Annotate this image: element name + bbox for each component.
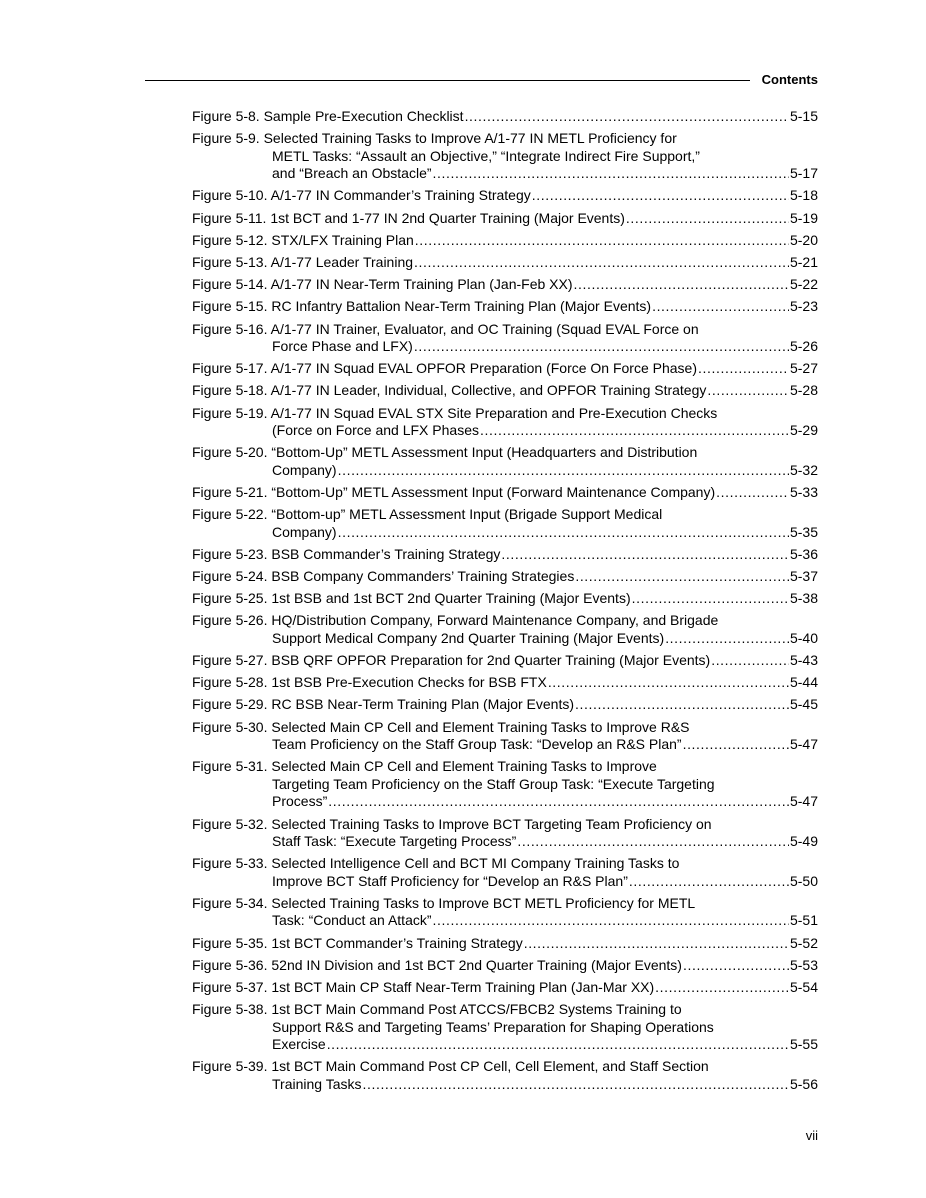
toc-entry-line — [192, 546, 818, 564]
dot-leader — [415, 232, 789, 250]
toc-entry-line — [192, 148, 818, 166]
dot-leader — [683, 736, 789, 754]
toc-page-number: 5-47 — [789, 736, 818, 753]
toc-entry-text: Team Proficiency on the Staff Group Task: “Develop an R&S Plan” — [272, 736, 682, 753]
toc-page-number: 5-28 — [789, 382, 818, 399]
dot-leader — [652, 298, 789, 316]
dot-leader — [632, 590, 789, 608]
toc-page-number: 5-21 — [789, 253, 818, 270]
toc-entry-text: Figure 5-30. Selected Main CP Cell and Element Training Tasks to Improve R&S — [192, 718, 690, 735]
toc-page-number: 5-38 — [789, 590, 818, 607]
toc-entry-line — [192, 1019, 818, 1037]
dot-leader — [629, 873, 789, 891]
toc-page-number: 5-45 — [789, 696, 818, 713]
toc-entry[interactable] — [192, 612, 818, 647]
toc-entry[interactable] — [192, 696, 818, 714]
toc-page-number: 5-18 — [789, 187, 818, 204]
toc-entry[interactable] — [192, 895, 818, 930]
toc-entry-line — [192, 855, 818, 873]
toc-entry-text: and “Breach an Obstacle” — [272, 165, 432, 182]
toc-entry-line — [192, 506, 818, 524]
toc-entry-text: Support Medical Company 2nd Quarter Training (Major Events) — [272, 629, 665, 646]
toc-entry-line — [192, 187, 818, 205]
toc-entry-text: Figure 5-38. 1st BCT Main Command Post ATCCS/FBCB2 Systems Training to — [192, 1001, 682, 1018]
toc-entry[interactable] — [192, 298, 818, 316]
toc-entry-line — [192, 130, 818, 148]
dot-leader — [524, 935, 789, 953]
toc-entry-text: Figure 5-24. BSB Company Commanders’ Training Strategies — [192, 568, 575, 584]
toc-page-number: 5-55 — [789, 1036, 818, 1053]
toc-entry-text: Figure 5-22. “Bottom-up” METL Assessment Input (Brigade Support Medical — [192, 506, 663, 523]
toc-entry-text: Process” — [272, 793, 328, 810]
dot-leader — [328, 793, 789, 811]
toc-entry[interactable] — [192, 254, 818, 272]
toc-entry-text: Figure 5-17. A/1-77 IN Squad EVAL OPFOR Preparation (Force On Force Phase) — [192, 360, 698, 377]
toc-page-number: 5-56 — [789, 1075, 818, 1092]
toc-entry-line — [192, 405, 818, 423]
toc-entry-line — [192, 895, 818, 913]
toc-entry-text: Figure 5-29. RC BSB Near-Term Training Plan (Major Events) — [192, 696, 575, 713]
toc-entry-line — [192, 696, 818, 714]
toc-entry-line — [192, 568, 818, 586]
toc-entry[interactable] — [192, 568, 818, 586]
toc-entry[interactable] — [192, 506, 818, 541]
toc-entry-text: Company) — [272, 523, 337, 540]
toc-entry-line — [192, 165, 818, 183]
dot-leader — [338, 462, 789, 480]
toc-entry-text: Figure 5-37. 1st BCT Main CP Staff Near-Term Training Plan (Jan-Mar XX) — [192, 978, 655, 995]
toc-entry-line — [192, 957, 818, 975]
dot-leader — [574, 276, 789, 294]
toc-entry-line — [192, 776, 818, 794]
dot-leader — [683, 957, 789, 975]
toc-entry-line — [192, 1001, 818, 1019]
toc-entry-line — [192, 912, 818, 930]
toc-entry[interactable] — [192, 210, 818, 228]
toc-entry-text: (Force on Force and LFX Phases — [272, 422, 479, 439]
toc-entry[interactable] — [192, 816, 818, 851]
toc-entry-text: Targeting Team Proficiency on the Staff Group Task: “Execute Targeting — [272, 775, 715, 792]
toc-entry[interactable] — [192, 232, 818, 250]
toc-entry-line — [192, 1058, 818, 1076]
toc-page-number: 5-35 — [789, 523, 818, 540]
toc-entry-text: Figure 5-25. 1st BSB and 1st BCT 2nd Quarter Training (Major Events) — [192, 590, 631, 607]
toc-page-number: 5-20 — [789, 231, 818, 248]
toc-entry-text: Force Phase and LFX) — [272, 338, 413, 354]
toc-entry[interactable] — [192, 360, 818, 378]
running-header: Contents — [761, 72, 818, 87]
dot-leader — [362, 1076, 788, 1094]
dot-leader — [433, 912, 789, 930]
toc-entry-text: Figure 5-34. Selected Training Tasks to Improve BCT METL Proficiency for METL — [192, 894, 696, 911]
toc-page-number: 5-37 — [789, 568, 818, 584]
toc-entry-text: Figure 5-33. Selected Intelligence Cell and BCT MI Company Training Tasks to — [192, 855, 680, 872]
toc-entry-text: Figure 5-28. 1st BSB Pre-Execution Checks for BSB FTX — [192, 674, 547, 691]
dot-leader — [665, 630, 789, 648]
toc-entry-line — [192, 758, 818, 776]
toc-entry-line — [192, 108, 818, 126]
toc-entry-text: Figure 5-16. A/1-77 IN Trainer, Evaluator, and OC Training (Squad EVAL Force on — [192, 320, 699, 337]
toc-entry-line — [192, 1076, 818, 1094]
toc-page-number: 5-33 — [789, 483, 818, 500]
toc-entry-line — [192, 254, 818, 272]
toc-entry-line — [192, 833, 818, 851]
toc-entry-line — [192, 444, 818, 462]
toc-page-number: 5-17 — [789, 165, 818, 182]
toc-entry[interactable] — [192, 979, 818, 997]
dot-leader — [327, 1036, 789, 1054]
toc-entry-line — [192, 719, 818, 737]
dot-leader — [711, 652, 789, 670]
toc-entry[interactable] — [192, 652, 818, 670]
toc-entry-line — [192, 590, 818, 608]
toc-entry-text: Figure 5-11. 1st BCT and 1-77 IN 2nd Quarter Training (Major Events) — [192, 209, 625, 226]
toc-page-number: 5-54 — [789, 978, 818, 995]
list-of-figures — [192, 108, 818, 1098]
toc-entry-text: Figure 5-20. “Bottom-Up” METL Assessment Input (Headquarters and Distribution — [192, 444, 698, 461]
toc-entry-line — [192, 736, 818, 754]
toc-entry-line — [192, 630, 818, 648]
dot-leader — [698, 360, 789, 378]
toc-page-number: 5-32 — [789, 461, 818, 478]
toc-entry-text: Figure 5-14. A/1-77 IN Near-Term Training Plan (Jan-Feb XX) — [192, 276, 573, 293]
toc-entry-text: Figure 5-15. RC Infantry Battalion Near-Term Training Plan (Major Events) — [192, 298, 652, 315]
dot-leader — [575, 568, 789, 586]
toc-page-number: 5-15 — [789, 108, 818, 124]
toc-entry-line — [192, 674, 818, 692]
toc-entry-text: Figure 5-9. Selected Training Tasks to Improve A/1-77 IN METL Proficiency for — [192, 130, 677, 147]
toc-entry[interactable] — [192, 935, 818, 953]
toc-entry-text: Figure 5-21. “Bottom-Up” METL Assessment Input (Forward Maintenance Company) — [192, 483, 716, 500]
toc-entry-text: Company) — [272, 461, 337, 478]
dot-leader — [707, 382, 789, 400]
toc-entry[interactable] — [192, 382, 818, 400]
toc-page-number: 5-29 — [789, 422, 818, 439]
toc-entry-text: Figure 5-32. Selected Training Tasks to Improve BCT Targeting Team Proficiency on — [192, 815, 712, 832]
toc-entry[interactable] — [192, 321, 818, 356]
toc-entry[interactable] — [192, 546, 818, 564]
toc-entry-text: Figure 5-35. 1st BCT Commander’s Training Strategy — [192, 934, 523, 951]
toc-entry-line — [192, 935, 818, 953]
dot-leader — [501, 546, 789, 564]
toc-entry-text: Figure 5-36. 52nd IN Division and 1st BCT 2nd Quarter Training (Major Events) — [192, 956, 682, 973]
toc-entry[interactable] — [192, 957, 818, 975]
toc-entry-text: Figure 5-27. BSB QRF OPFOR Preparation for 2nd Quarter Training (Major Events) — [192, 652, 711, 669]
toc-entry-text: Support R&S and Targeting Teams’ Preparation for Shaping Operations — [272, 1018, 714, 1035]
toc-page-number: 5-36 — [789, 545, 818, 562]
toc-entry[interactable] — [192, 719, 818, 754]
toc-entry-line — [192, 612, 818, 630]
dot-leader — [480, 422, 789, 440]
toc-page-number: 5-27 — [789, 360, 818, 377]
toc-entry-text: Staff Task: “Execute Targeting Process” — [272, 833, 517, 849]
dot-leader — [716, 484, 789, 502]
toc-page-number: 5-43 — [789, 652, 818, 669]
toc-entry-line — [192, 338, 818, 356]
toc-entry-text: Figure 5-12. STX/LFX Training Plan — [192, 231, 414, 248]
toc-entry-text: Figure 5-10. A/1-77 IN Commander’s Training Strategy — [192, 187, 531, 204]
toc-page-number: 5-22 — [789, 276, 818, 293]
toc-entry-line — [192, 484, 818, 502]
toc-entry-line — [192, 652, 818, 670]
toc-page-number: 5-40 — [789, 629, 818, 646]
toc-entry[interactable] — [192, 758, 818, 811]
dot-leader — [433, 165, 789, 183]
dot-leader — [465, 108, 789, 126]
toc-page-number: 5-53 — [789, 956, 818, 973]
toc-entry[interactable] — [192, 1058, 818, 1093]
toc-entry-text: Figure 5-23. BSB Commander’s Training Strategy — [192, 545, 501, 562]
toc-page-number: 5-49 — [789, 833, 818, 849]
toc-entry-text: Training Tasks — [272, 1075, 362, 1092]
toc-entry-line — [192, 210, 818, 228]
dot-leader — [575, 696, 789, 714]
toc-entry[interactable] — [192, 674, 818, 692]
toc-entry-text: METL Tasks: “Assault an Objective,” “Integrate Indirect Fire Support,” — [272, 147, 700, 164]
toc-page-number: 5-50 — [789, 872, 818, 889]
toc-entry[interactable] — [192, 187, 818, 205]
toc-entry-line — [192, 462, 818, 480]
toc-entry-line — [192, 232, 818, 250]
toc-page-number: 5-47 — [789, 793, 818, 810]
toc-entry[interactable] — [192, 1001, 818, 1054]
toc-entry-text: Figure 5-18. A/1-77 IN Leader, Individual, Collective, and OPFOR Training Strategy — [192, 382, 707, 399]
toc-entry-text: Exercise — [272, 1036, 326, 1053]
toc-entry[interactable] — [192, 484, 818, 502]
dot-leader — [626, 210, 789, 228]
toc-entry-text: Figure 5-39. 1st BCT Main Command Post CP Cell, Cell Element, and Staff Section — [192, 1058, 709, 1075]
toc-entry[interactable] — [192, 855, 818, 890]
toc-entry-line — [192, 979, 818, 997]
toc-entry[interactable] — [192, 276, 818, 294]
dot-leader — [338, 524, 789, 542]
toc-entry[interactable] — [192, 590, 818, 608]
toc-entry-line — [192, 360, 818, 378]
toc-entry-text: Improve BCT Staff Proficiency for “Develop an R&S Plan” — [272, 872, 628, 889]
dot-leader — [548, 674, 789, 692]
toc-page-number: 5-51 — [789, 912, 818, 929]
dot-leader — [532, 187, 789, 205]
toc-entry-text: Figure 5-19. A/1-77 IN Squad EVAL STX Site Preparation and Pre-Execution Checks — [192, 404, 718, 421]
toc-entry-text: Figure 5-31. Selected Main CP Cell and Element Training Tasks to Improve — [192, 758, 657, 775]
toc-entry-text: Figure 5-13. A/1-77 Leader Training — [192, 253, 414, 270]
toc-entry-line — [192, 321, 818, 339]
toc-entry[interactable] — [192, 444, 818, 479]
toc-page-number: 5-52 — [789, 934, 818, 951]
toc-entry[interactable] — [192, 130, 818, 183]
header-rule — [145, 80, 750, 81]
toc-entry-line — [192, 276, 818, 294]
toc-entry-line — [192, 816, 818, 834]
toc-entry-line — [192, 422, 818, 440]
toc-entry-text: Figure 5-8. Sample Pre-Execution Checklist — [192, 108, 464, 124]
toc-page-number: 5-23 — [789, 298, 818, 315]
toc-page-number: 5-44 — [789, 674, 818, 691]
toc-entry-line — [192, 298, 818, 316]
toc-entry[interactable] — [192, 405, 818, 440]
dot-leader — [655, 979, 789, 997]
toc-entry-line — [192, 382, 818, 400]
toc-entry-text: Task: “Conduct an Attack” — [272, 912, 432, 929]
toc-page-number: 5-19 — [789, 209, 818, 226]
dot-leader — [517, 833, 789, 851]
toc-page-number: 5-26 — [789, 338, 818, 354]
dot-leader — [414, 254, 789, 272]
toc-entry[interactable] — [192, 108, 818, 126]
page-number: vii — [805, 1128, 818, 1143]
toc-entry-line — [192, 524, 818, 542]
toc-entry-line — [192, 793, 818, 811]
toc-entry-line — [192, 1036, 818, 1054]
dot-leader — [414, 338, 789, 356]
toc-entry-line — [192, 873, 818, 891]
toc-entry-text: Figure 5-26. HQ/Distribution Company, Forward Maintenance Company, and Brigade — [192, 612, 719, 629]
